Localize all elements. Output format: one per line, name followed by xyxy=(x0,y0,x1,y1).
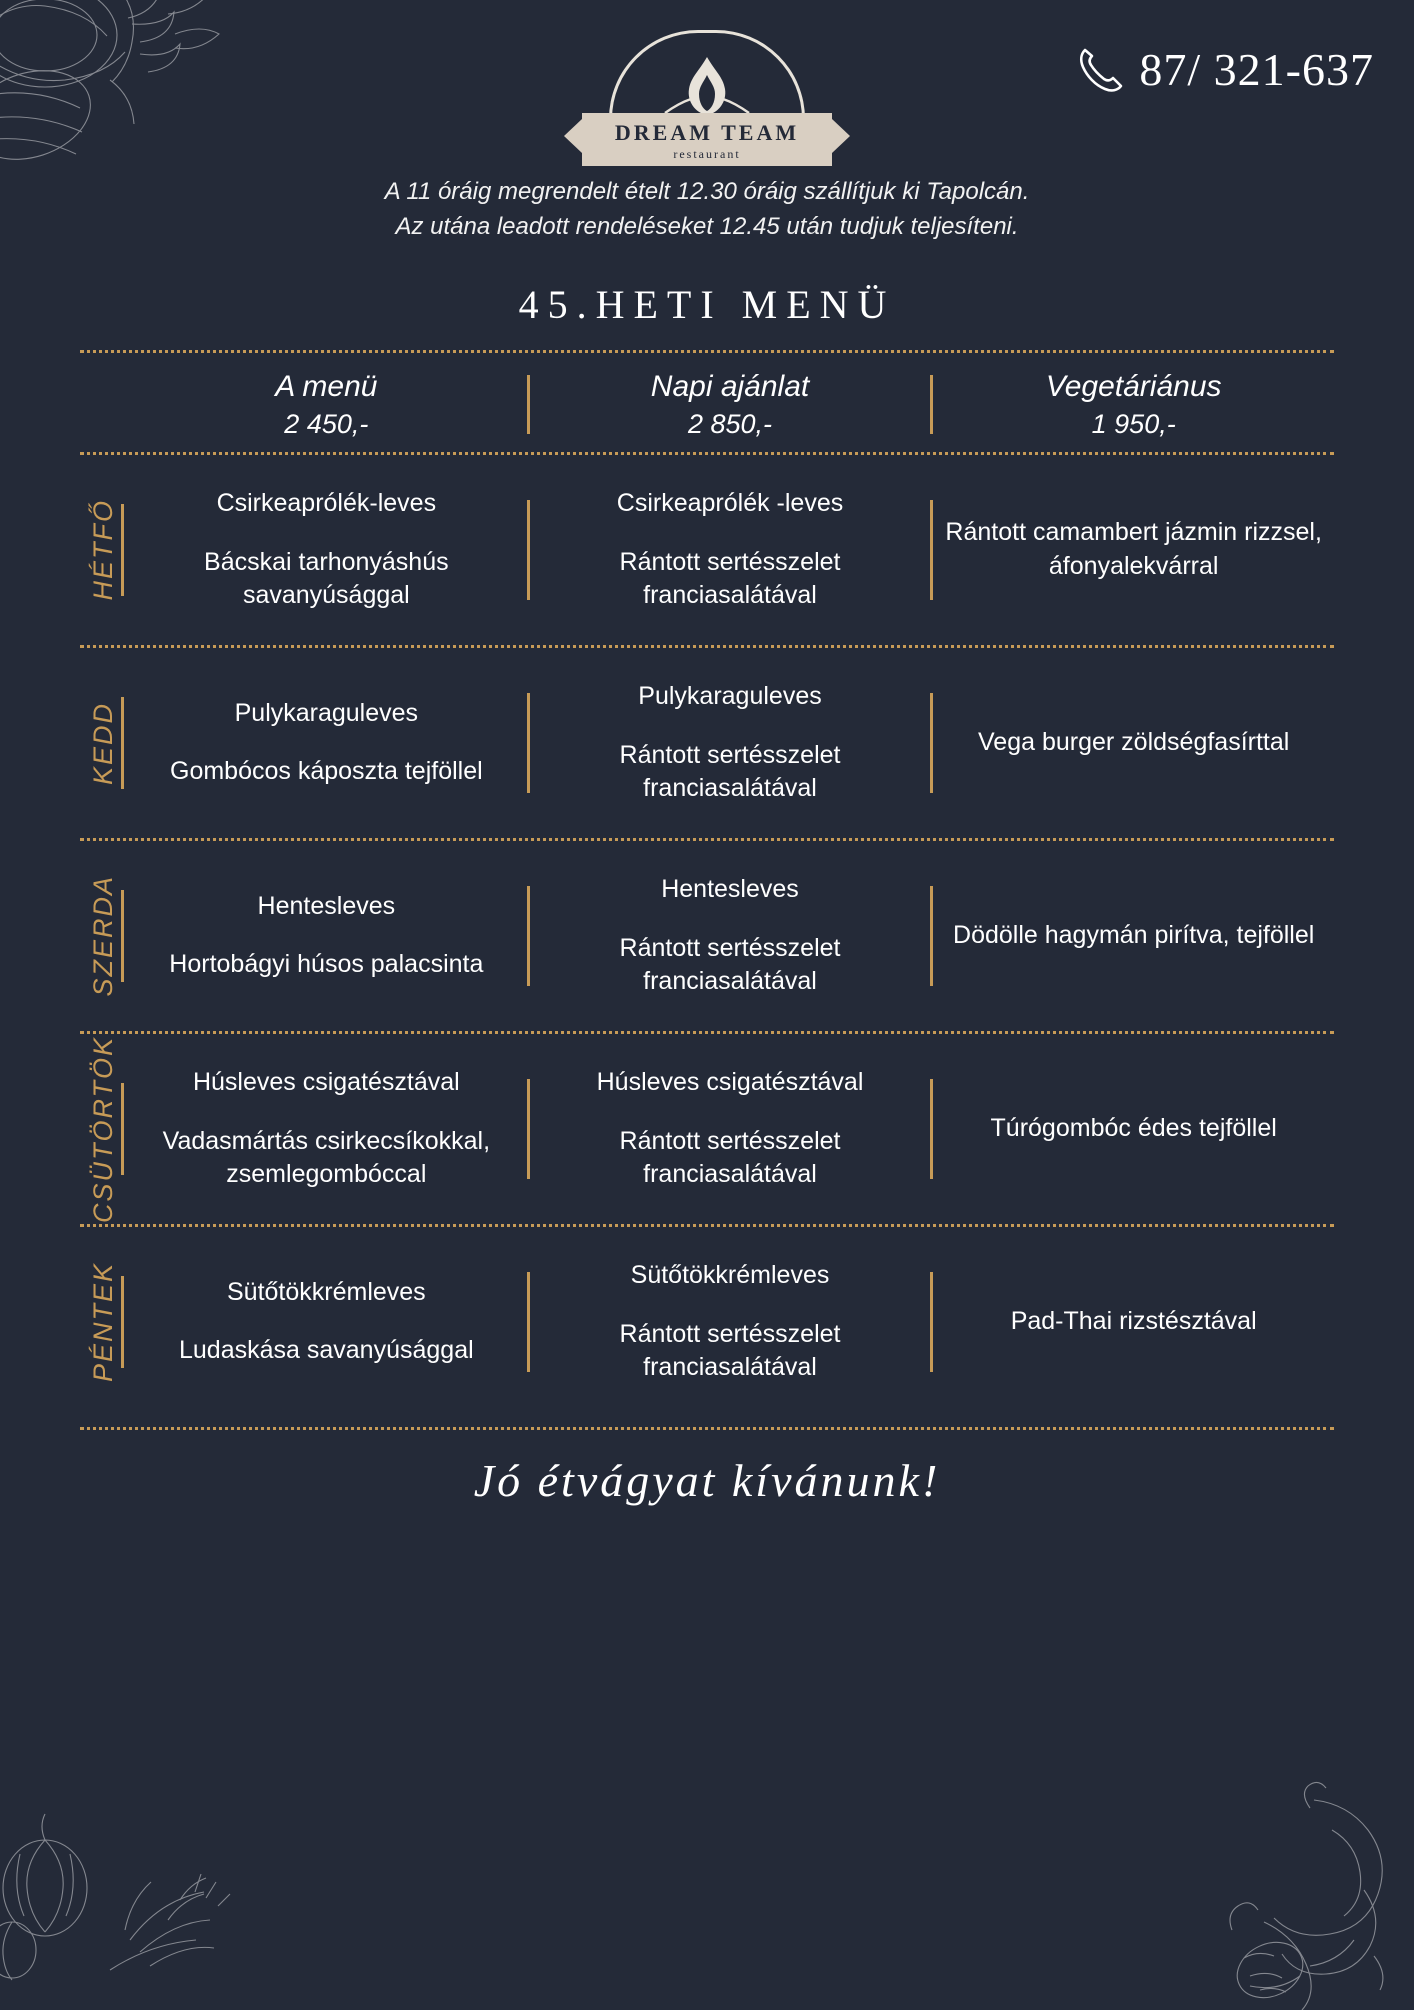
logo-band xyxy=(582,113,832,166)
soup-name: Sütőtökkrémleves xyxy=(226,1277,426,1306)
cell-menu-a xyxy=(126,1066,527,1192)
band-tail-right xyxy=(832,119,850,153)
day-label-text: CSÜTÖRTÖK xyxy=(87,1035,118,1223)
column-header-vegetarianus xyxy=(933,367,1334,442)
restaurant-logo xyxy=(582,30,832,166)
day-label-pentek xyxy=(80,1227,126,1417)
footer-message: Jó étvágyat kívánunk! xyxy=(473,1455,941,1507)
main-name: Rántott sertésszelet franciasalátával xyxy=(619,1319,841,1382)
soup-name: Pulykaraguleves xyxy=(234,698,419,727)
cell-napi-ajanlat xyxy=(530,1066,931,1192)
main-name: Rántott sertésszelet franciasalátával xyxy=(619,547,841,610)
delivery-info-line2: Az utána leadott rendeléseket 12.45 után tudjuk teljesíteni. xyxy=(395,212,1019,240)
table-row xyxy=(80,648,1334,838)
day-accent-bar xyxy=(121,890,124,982)
table-row xyxy=(80,1034,1334,1224)
column-name: Napi ajánlat xyxy=(650,369,810,403)
soup-name: Csirkeaprólék -leves xyxy=(616,489,844,518)
day-label-text: HÉTFŐ xyxy=(87,499,118,601)
main-name: Pad-Thai rizstésztával xyxy=(1010,1307,1257,1336)
main-name: Rántott sertésszelet franciasalátával xyxy=(619,933,841,996)
main-name: Rántott sertésszelet franciasalátával xyxy=(619,740,841,803)
main-name: Hortobágyi húsos palacsinta xyxy=(169,950,484,979)
main-name: Vega burger zöldségfasírttal xyxy=(978,728,1290,757)
cell-menu-a xyxy=(126,487,527,613)
column-name: Vegetáriánus xyxy=(1045,369,1222,403)
soup-name: Húsleves csigatésztával xyxy=(192,1068,460,1097)
garlic-herbs-illustration xyxy=(0,1780,320,2010)
column-price: 1 950,- xyxy=(1091,408,1176,439)
delivery-info xyxy=(0,175,1414,245)
flame-icon xyxy=(647,53,767,119)
phone-number: 87/ 321-637 xyxy=(1139,43,1374,95)
day-accent-bar xyxy=(121,1276,124,1368)
main-name: Túrógombóc édes tejföllel xyxy=(990,1114,1277,1143)
main-name: Dödölle hagymán pirítva, tejföllel xyxy=(953,921,1315,950)
column-header-napi-ajanlat xyxy=(530,367,931,442)
day-accent-bar xyxy=(121,1083,124,1175)
logo-name: DREAM TEAM xyxy=(614,120,800,145)
day-label-text: SZERDA xyxy=(87,875,118,997)
cell-vegetarianus xyxy=(933,1305,1334,1339)
logo-subtitle: restaurant xyxy=(673,147,741,161)
main-name: Ludaskása savanyúsággal xyxy=(179,1336,474,1365)
band-tail-left xyxy=(564,119,582,153)
table-row xyxy=(80,455,1334,645)
day-accent-bar xyxy=(121,697,124,789)
cell-napi-ajanlat xyxy=(530,1259,931,1385)
logo-arch xyxy=(609,30,805,119)
table-row xyxy=(80,841,1334,1031)
cell-vegetarianus xyxy=(933,1112,1334,1146)
cell-napi-ajanlat xyxy=(530,680,931,806)
main-name: Rántott sertésszelet franciasalátával xyxy=(619,1126,841,1189)
delivery-info-line1: A 11 óráig megrendelt ételt 12.30 óráig szállítjuk ki Tapolcán. xyxy=(384,178,1030,205)
soup-name: Pulykaraguleves xyxy=(638,682,822,711)
day-label-text: PÉNTEK xyxy=(87,1262,118,1383)
cell-napi-ajanlat xyxy=(530,487,931,613)
menu-table xyxy=(80,350,1334,1417)
day-label-text: KEDD xyxy=(87,701,118,785)
day-label-szerda xyxy=(80,841,126,1031)
phone-block[interactable] xyxy=(1073,42,1374,96)
cell-menu-a xyxy=(126,697,527,789)
cell-menu-a xyxy=(126,890,527,982)
divider-footer xyxy=(80,1427,1334,1430)
day-label-kedd xyxy=(80,648,126,838)
cell-napi-ajanlat xyxy=(530,873,931,999)
page-title: 45.HETI MENÜ xyxy=(518,281,896,327)
column-price: 2 850,- xyxy=(687,408,773,439)
column-name: A menü xyxy=(275,369,378,403)
main-name: Vadasmártás csirkecsíkokkal, zsemlegombóccal xyxy=(162,1126,491,1189)
day-label-csutortok xyxy=(80,1034,126,1224)
table-header-row xyxy=(80,353,1334,452)
column-price: 2 450,- xyxy=(284,408,369,439)
soup-name: Hentesleves xyxy=(257,891,396,920)
soup-name: Sütőtökkrémleves xyxy=(630,1261,830,1290)
soup-name: Húsleves csigatésztával xyxy=(596,1068,864,1097)
main-name: Bácskai tarhonyáshús savanyúsággal xyxy=(204,547,449,610)
cell-vegetarianus xyxy=(933,516,1334,584)
cell-vegetarianus xyxy=(933,919,1334,953)
main-name: Rántott camambert jázmin rizzsel, áfonyalekvárral xyxy=(945,518,1322,581)
chili-peppers-illustration xyxy=(1064,1780,1414,2010)
phone-icon xyxy=(1073,42,1127,96)
soup-name: Hentesleves xyxy=(661,875,799,904)
cell-menu-a xyxy=(126,1276,527,1368)
table-row xyxy=(80,1227,1334,1417)
column-header-menu-a xyxy=(126,367,527,442)
soup-name: Csirkeaprólék-leves xyxy=(216,489,437,518)
day-accent-bar xyxy=(121,504,124,596)
day-label-hetfo xyxy=(80,455,126,645)
cell-vegetarianus xyxy=(933,726,1334,760)
page-header xyxy=(0,0,1414,185)
main-name: Gombócos káposzta tejföllel xyxy=(170,757,483,786)
